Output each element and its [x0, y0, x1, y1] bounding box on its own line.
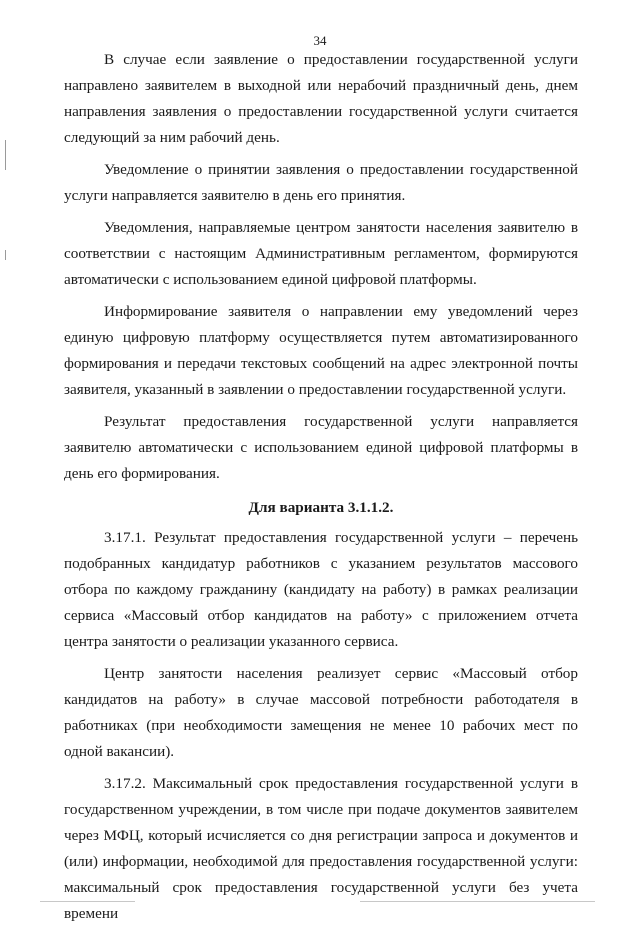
paragraph: Уведомление о принятии заявления о предоставлении государственной услуги направляется заявителю в день его принятия. — [64, 161, 578, 204]
paragraph: 3.17.2. Максимальный срок предоставления государственной услуги в государственном учреждении, в том числе при подаче документов заявителем через МФЦ, который исчисляется со дня регистрации запроса и документов и (или) информации, необходимой для предоставления государственной услуги: максимальный срок предоставления государственной услуги без учета времени — [64, 775, 578, 922]
scan-edge-mark — [5, 250, 6, 260]
scan-edge-mark — [5, 140, 6, 170]
document-body — [64, 47, 578, 927]
paragraph: Центр занятости населения реализует сервис «Массовый отбор кандидатов на работу» в случае массовой потребности работодателя в работниках (при необходимости замещения не менее 10 рабочих мест по одной вакансии). — [64, 665, 578, 760]
paragraph: В случае если заявление о предоставлении государственной услуги направлено заявителем в выходной или нерабочий праздничный день, днем направления заявления о предоставлении государственной услуги считается следующий за ним рабочий день. — [64, 51, 578, 146]
scan-footer-line — [40, 901, 135, 902]
paragraph: 3.17.1. Результат предоставления государственной услуги – перечень подобранных кандидатур работников с указанием результатов массового отбора по каждому гражданину (кандидату на работу) в рамках реализации сервиса «Массовый отбор кандидатов на работу» с приложением отчета центра занятости о реализации указанного сервиса. — [64, 529, 578, 650]
paragraph: Результат предоставления государственной услуги направляется заявителю автоматически с использованием единой цифровой платформы в день его формирования. — [64, 413, 578, 482]
paragraph: Уведомления, направляемые центром занятости населения заявителю в соответствии с настоящим Административным регламентом, формируются автоматически с использованием единой цифровой платформы. — [64, 219, 578, 288]
section-heading: Для варианта 3.1.1.2. — [248, 499, 394, 516]
page-number: 34 — [313, 33, 327, 48]
scan-footer-line — [360, 901, 595, 902]
paragraph: Информирование заявителя о направлении ему уведомлений через единую цифровую платформу осуществляется путем автоматизированного формирования и передачи текстовых сообщений на адрес электронной почты заявителя, указанный в заявлении о предоставлении государственной услуги. — [64, 303, 578, 398]
